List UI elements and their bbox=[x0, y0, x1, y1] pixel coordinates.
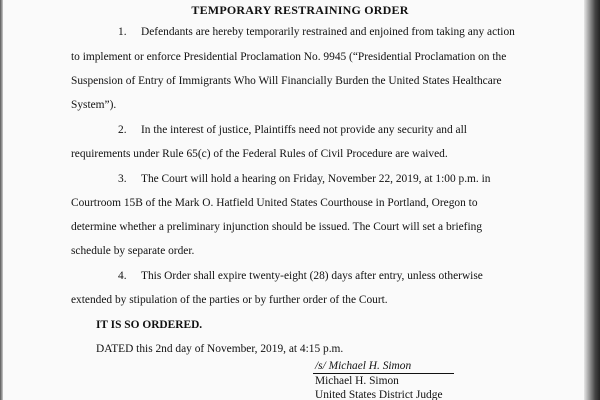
paragraph-3-number: 3. bbox=[118, 173, 127, 185]
paragraph-4-number: 4. bbox=[118, 270, 127, 282]
page-edge-shadow-right bbox=[584, 0, 600, 400]
paragraph-3-line-4: schedule by separate order. bbox=[71, 245, 195, 257]
paragraph-4-line-2: extended by stipulation of the parties or by further order of the Court. bbox=[71, 294, 388, 306]
paragraph-1-number: 1. bbox=[118, 26, 127, 38]
so-ordered-text: IT IS SO ORDERED. bbox=[96, 319, 203, 331]
paragraph-2-line-1: In the interest of justice, Plaintiffs need not provide any security and all bbox=[141, 124, 467, 136]
paragraph-1-line-4: System”). bbox=[71, 99, 117, 111]
page-edge-shadow-left bbox=[0, 0, 3, 400]
paragraph-1-line-1: Defendants are hereby temporarily restrained and enjoined from taking any action bbox=[141, 26, 515, 38]
paragraph-1-line-3: Suspension of Entry of Immigrants Who Will Financially Burden the United States Healthcare bbox=[71, 75, 502, 87]
dated-line: DATED this 2nd day of November, 2019, at 4:15 p.m. bbox=[96, 343, 344, 355]
paragraph-3-line-2: Courtroom 15B of the Mark O. Hatfield United States Courthouse in Portland, Oregon to bbox=[71, 197, 478, 209]
paragraph-3-line-1: The Court will hold a hearing on Friday, November 22, 2019, at 1:00 p.m. in bbox=[141, 173, 491, 185]
paragraph-1-line-2: to implement or enforce Presidential Proclamation No. 9945 (“Presidential Proclamation on the bbox=[71, 51, 507, 63]
paragraph-2-line-2: requirements under Rule 65(c) of the Federal Rules of Civil Procedure are waived. bbox=[71, 148, 448, 160]
document-title: TEMPORARY RESTRAINING ORDER bbox=[191, 3, 409, 17]
paragraph-3-line-3: determine whether a preliminary injunction should be issued. The Court will set a briefing bbox=[71, 221, 483, 233]
paragraph-4-line-1: This Order shall expire twenty-eight (28) days after entry, unless otherwise bbox=[141, 270, 483, 282]
signature-rule bbox=[313, 373, 454, 374]
signer-name: Michael H. Simon bbox=[315, 375, 399, 387]
electronic-signature: /s/ Michael H. Simon bbox=[315, 360, 412, 372]
paragraph-2-number: 2. bbox=[118, 124, 127, 136]
signer-title: United States District Judge bbox=[315, 389, 443, 400]
